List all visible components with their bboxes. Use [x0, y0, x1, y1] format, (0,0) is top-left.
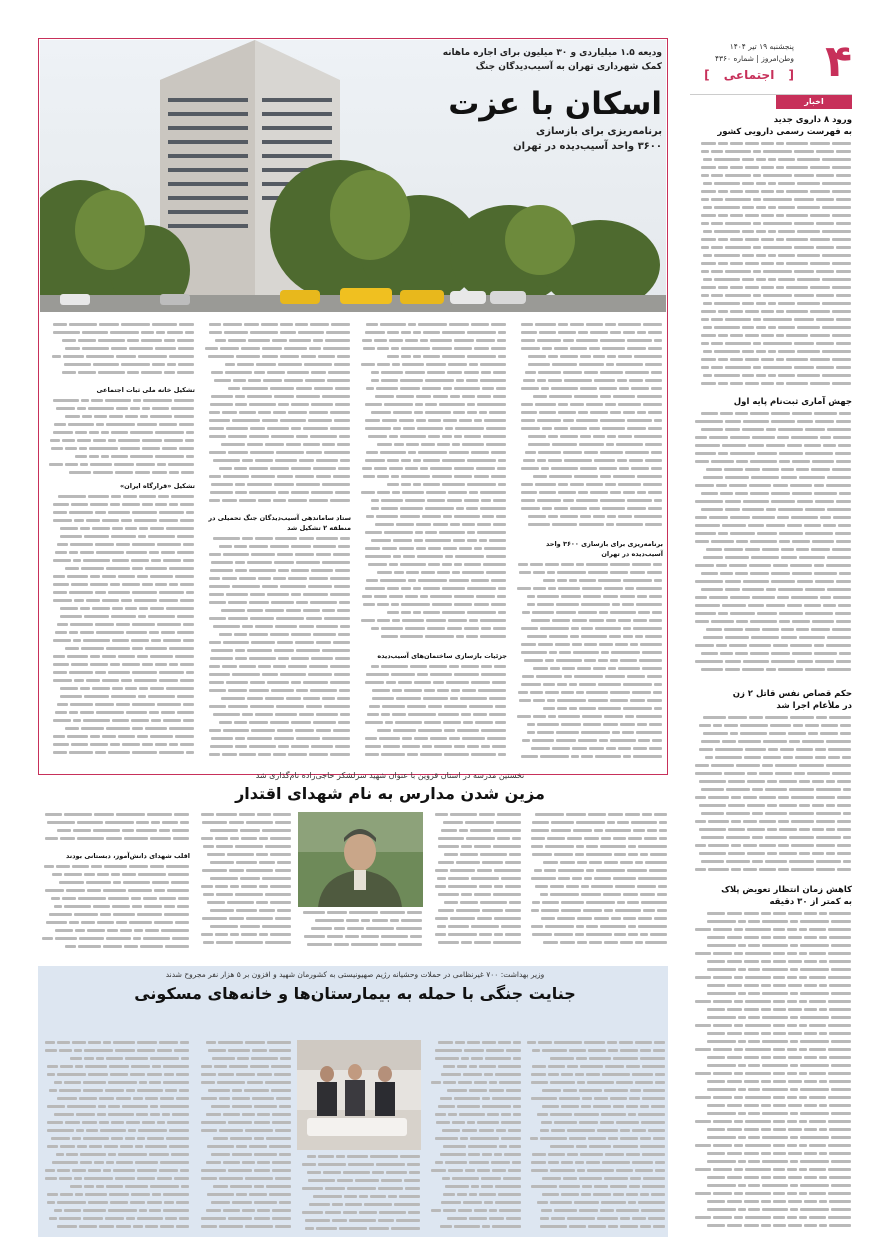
- section-bracket-open: [: [788, 68, 794, 82]
- column-text: [430, 812, 522, 950]
- brief-enrollment[interactable]: [690, 396, 852, 681]
- column-text: [204, 322, 351, 510]
- column-subhead: برنامه‌ریزی برای بازسازی ۳۶۰۰ واحد آسیب‌دیده در تهران: [546, 540, 663, 558]
- column-subhead: تشکیل «قرارگاه ایران»: [119, 482, 195, 490]
- issue-date: پنجشنبه ۱۹ تیر ۱۴۰۴: [729, 42, 794, 51]
- column-text: [516, 562, 663, 762]
- brief-title: جهش آماری ثبت‌نام پایه اول: [733, 397, 852, 407]
- column-text: [40, 812, 190, 848]
- hospital-headline[interactable]: جنایت جنگی با حمله به بیمارستان‌ها و خانه‌های مسکونی: [134, 984, 576, 1003]
- brief-title-line2: در ملأعام اجرا شد: [776, 701, 852, 711]
- brief-title-line2: به کمتر از ۳۰ دقیقه: [769, 897, 852, 907]
- hospital-visit-photo: [297, 1040, 421, 1150]
- column-text: [48, 322, 195, 382]
- hospital-column-5: [42, 1040, 190, 1234]
- school-column-5: [40, 812, 190, 952]
- column-text: [48, 494, 195, 764]
- lead-subtitle-2: ۳۶۰۰ واحد آسیب‌دیده در تهران: [513, 141, 662, 152]
- column-text: [42, 1040, 190, 1232]
- column-subhead: اقلب شهدای دانش‌آموز، دبستانی بودند: [66, 852, 190, 860]
- school-column-2: [430, 812, 522, 952]
- lead-kicker: ودیعه ۱.۵ میلیاردی و ۳۰ میلیون برای اجاره ماهانه: [442, 48, 662, 58]
- hospital-kicker: وزیر بهداشت: ۷۰۰ غیرنظامی در حملات وحشیانه رژیم صهیونیستی به کشورمان شهید و افزون بر ۵ هزار نفر مجروح شدند: [165, 970, 545, 979]
- brief-drugs[interactable]: [690, 114, 852, 393]
- section-name: اجتماعی: [723, 68, 775, 82]
- lead-subtitle: برنامه‌ریزی برای بازسازی: [536, 126, 662, 137]
- column-text: [297, 1154, 421, 1234]
- column-text: [48, 398, 195, 478]
- issue-number: وطن‌امروز | شماره ۴۳۶۰: [714, 54, 794, 63]
- column-text: [298, 910, 423, 952]
- column-text: [430, 1040, 522, 1232]
- lead-column-3: [204, 322, 351, 768]
- column-text: [526, 1040, 666, 1232]
- brief-title: حکم قصاص نفس قاتل ۲ زن: [732, 689, 852, 699]
- brief-title: ورود ۸ داروی جدید: [773, 115, 852, 125]
- hospital-column-1: [526, 1040, 666, 1234]
- section-label: [704, 68, 794, 82]
- lead-column-2: [360, 322, 507, 768]
- lead-kicker-2: کمک شهرداری تهران به آسیب‌دیدگان جنگ: [475, 62, 662, 72]
- column-text: [526, 812, 668, 950]
- hospital-column-2: [430, 1040, 522, 1234]
- hospital-photo: [297, 1040, 421, 1150]
- section-bracket-close: ]: [704, 68, 710, 82]
- brief-title: کاهش زمان انتظار تعویض پلاک: [721, 885, 852, 895]
- brief-body: [690, 911, 852, 1231]
- masthead: [680, 32, 852, 92]
- column-text: [516, 322, 663, 536]
- column-subhead: جزئیات بازسازی ساختمان‌های آسیب‌دیده: [377, 652, 507, 660]
- school-column-4: [196, 812, 292, 952]
- school-column-1: [526, 812, 668, 952]
- page-number: ۴: [825, 36, 852, 87]
- school-headline[interactable]: مزین شدن مدارس به نام شهدای اقتدار: [235, 784, 545, 803]
- brief-plate[interactable]: [690, 884, 852, 1231]
- lead-column-4: [48, 322, 195, 768]
- column-text: [196, 1040, 292, 1232]
- school-kicker: نخستین مدرسه در استان قزوین با عنوان شهید سرلشکر حاجی‌زاده نام‌گذاری شد: [255, 771, 525, 780]
- hospital-column-3: [297, 1154, 421, 1234]
- column-text: [360, 322, 507, 648]
- commander-portrait: [298, 812, 423, 907]
- column-text: [40, 864, 190, 952]
- school-photo: [298, 812, 423, 907]
- lead-column-1: [516, 322, 663, 768]
- column-subhead: تشکیل خانه ملی ثبات اجتماعی: [96, 386, 195, 394]
- column-text: [360, 664, 507, 764]
- brief-body: [690, 411, 852, 681]
- lead-headline[interactable]: اسکان با عزت: [448, 86, 662, 122]
- column-subhead: ستاد ساماندهی آسیب‌دیدگان جنگ تحمیلی در منطقه ۲ تشکیل شد: [208, 514, 351, 532]
- brief-title-line2: به فهرست رسمی دارویی کشور: [717, 127, 852, 137]
- brief-body: [690, 141, 852, 393]
- hospital-column-4: [196, 1040, 292, 1234]
- column-text: [196, 812, 292, 950]
- news-tag: اخبار: [776, 95, 852, 109]
- column-text: [204, 536, 351, 760]
- lead-headline-block: [410, 46, 662, 186]
- school-column-3: [298, 910, 423, 952]
- brief-body: [690, 715, 852, 877]
- brief-execution[interactable]: [690, 688, 852, 877]
